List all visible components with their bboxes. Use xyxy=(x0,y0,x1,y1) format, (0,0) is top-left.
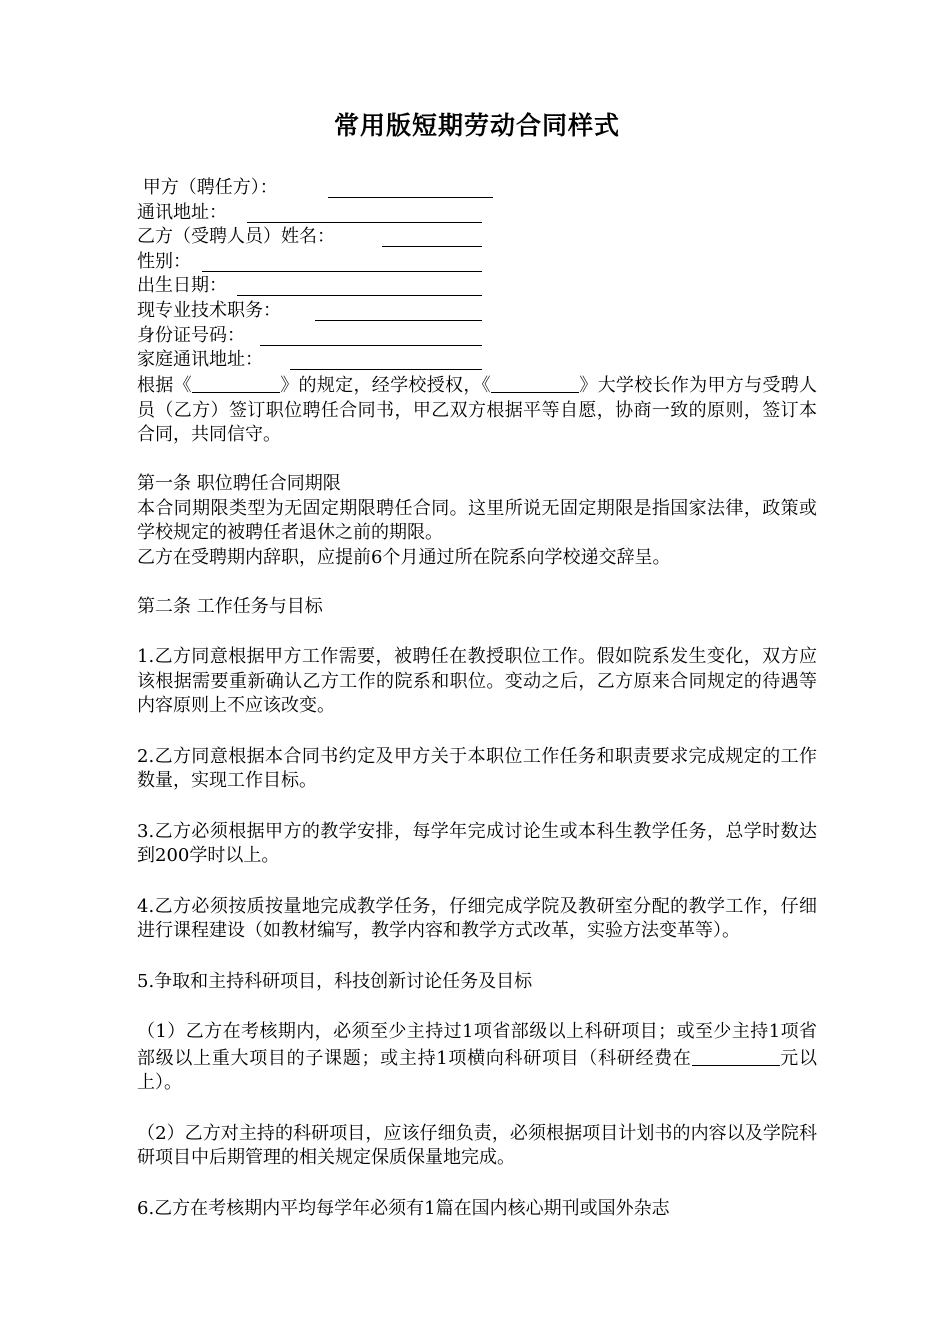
fill-blank[interactable] xyxy=(491,374,579,393)
intro-part-1: 根据《 xyxy=(137,375,192,396)
field-birth-date xyxy=(137,274,817,299)
fill-blank[interactable] xyxy=(315,302,482,321)
field-label: 甲方（聘任方）： xyxy=(137,177,278,198)
article-2-item-3: 3.乙方必须根据甲方的教学安排，每学年完成讨论生或本科生教学任务，总学时数达到200学时以上。 xyxy=(137,820,817,866)
field-home-address xyxy=(137,348,817,373)
intro-paragraph xyxy=(137,372,817,448)
field-label: 乙方（受聘人员）姓名： xyxy=(137,226,335,248)
article-1-paragraph-1: 本合同期限类型为无固定期限聘任合同。这里所说无固定期限是指国家法律，政策或学校规定的被聘任者退休之前的期限。 xyxy=(137,497,817,543)
article-2-item-4: 4.乙方必须按质按量地完成教学任务，仔细完成学院及教研室分配的教学工作，仔细进行课程建设（如教材编写，教学内容和教学方式改革，实验方法变革等）。 xyxy=(137,895,817,941)
article-2-item-5: 5.争取和主持科研项目，科技创新讨论任务及目标 xyxy=(137,970,533,992)
field-label: 家庭通讯地址： xyxy=(137,349,263,371)
article-2-heading: 第二条 工作任务与目标 xyxy=(137,595,323,617)
field-id-number xyxy=(137,324,817,349)
fill-blank[interactable] xyxy=(247,204,482,223)
fill-blank[interactable] xyxy=(290,351,482,370)
sub-1-tail: 元以上）。 xyxy=(137,1047,818,1093)
field-party-b-name xyxy=(137,225,817,250)
article-2-item-6: 6.乙方在考核期内平均每学年必须有1篇在国内核心期刊或国外杂志 xyxy=(137,1197,670,1219)
contract-body xyxy=(137,372,817,1221)
field-gender xyxy=(137,250,817,275)
article-2-item-5-sub-2: （2）乙方对主持的科研项目，应该仔细负责，必须根据项目计划书的内容以及学院科研项目中后期管理的相关规定保质保量地完成。 xyxy=(137,1122,817,1168)
field-label: 身份证号码： xyxy=(137,324,245,346)
field-party-a xyxy=(137,176,817,201)
fill-blank[interactable] xyxy=(692,1047,780,1066)
fill-blank[interactable] xyxy=(202,253,482,272)
field-label: 性别： xyxy=(137,250,191,272)
party-info-fields xyxy=(137,176,817,373)
fill-blank[interactable] xyxy=(237,277,482,296)
field-contact-address xyxy=(137,201,817,226)
field-label: 通讯地址： xyxy=(137,201,227,223)
field-label: 现专业技术职务： xyxy=(137,299,281,321)
field-label: 出生日期： xyxy=(137,275,227,297)
field-job-title xyxy=(137,299,817,324)
sub-1-text: （1）乙方在考核期内，必须至少主持过1项省部级以上科研项目；或至少主持1项省部级以上重大项目的子课题；或主持1项横向科研项目（科研经费在 xyxy=(137,1021,817,1069)
article-2-item-5-sub-1 xyxy=(137,1020,817,1096)
intro-part-3: 》大学校长作为甲方与受聘人员（乙方）签订职位聘任合同书，甲乙双方根据平等自愿，协商一致的原则，签订本合同，共同信守。 xyxy=(137,375,818,445)
fill-blank[interactable] xyxy=(260,327,482,346)
intro-part-2: 》的规定，经学校授权，《 xyxy=(279,375,491,396)
document-title: 常用版短期劳动合同样式 xyxy=(333,111,620,140)
article-2-item-2: 2.乙方同意根据本合同书约定及甲方关于本职位工作任务和职责要求完成规定的工作数量，实现工作目标。 xyxy=(137,745,817,791)
fill-blank[interactable] xyxy=(328,179,493,198)
fill-blank[interactable] xyxy=(192,374,280,393)
fill-blank[interactable] xyxy=(382,228,482,247)
article-1-paragraph-2: 乙方在受聘期内辞职，应提前6个月通过所在院系向学校递交辞呈。 xyxy=(137,546,671,568)
article-2-item-1: 1.乙方同意根据甲方工作需要，被聘任在教授职位工作。假如院系发生变化，双方应该根据需要重新确认乙方工作的院系和职位。变动之后，乙方原来合同规定的待遇等内容原则上不应该改变。 xyxy=(137,646,817,716)
article-1-heading: 第一条 职位聘任合同期限 xyxy=(137,473,341,494)
